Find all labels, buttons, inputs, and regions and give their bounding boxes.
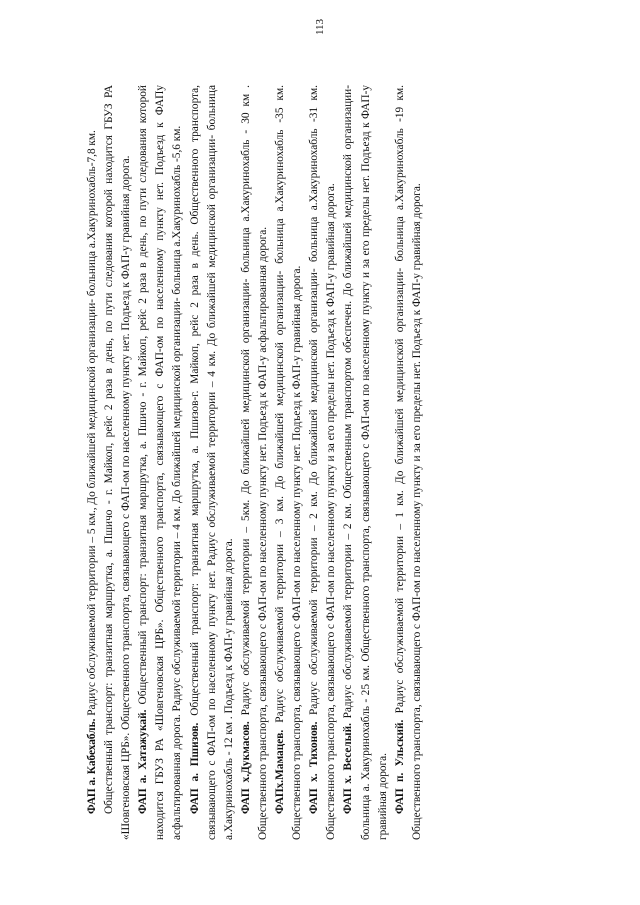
paragraph-kabekhabl: ФАП а. Кабехабль. Радиус обслуживаемой территории – 5 км., До ближайшей медицинской организации- больница а.Хакуринохабль-7,8 км. (86, 130, 98, 814)
page-number-text: 113 (314, 18, 326, 36)
paragraph-khatazhukay: ФАП а. Хатажукай. Общественный транспорт: транзитная маршрутка, а. Пшичо - г. Майкоп, рейс 2 раза в день, по пути следования которой находится ГБУЗ РА «Шовгеновская ЦРБ». Общественного транспорта, связывающего с ФАП-ом по населенному пункту нет. Подъезд к ФАПу асфальтированная дорога. Радиус обслуживаемой территории – 4 км. До ближайшей медицинской организации- больница а.Хакуринохабль -5,6 км. (137, 85, 184, 840)
paragraph-pshizov: ФАП а. Пшизов. Общественный транспорт: транзитная маршрутка, а. Пшизов-г. Майкоп, рейс 2 раза в день. Общественного транспорта, связывающего с ФАП-ом по населенному пункту нет. Радиус обслуживаемой территории – 4 км. До ближайшей медицинской организации- больница а.Хакуринохабль - 12 км . Подъезд к ФАП-у гравийная дорога. (188, 85, 235, 840)
paragraph-dukmasov: ФАП х.Дукмасов. Радиус обслуживаемой территории – 5км. До ближайшей медицинской организации- больница а.Хакуринохабль - 30 км . Общественного транспорта, связывающего с ФАП-ом по населенному пункту нет. Подъезд к ФАП-у асфальтированная дорога. (239, 85, 269, 840)
paragraph-vesely: ФАП х. Веселый. Радиус обслуживаемой территории – 2 км. Общественным транспортом обеспечен. До ближайшей медицинской организации- больница а. Хакуринохабль - 25 км. Общественного транспорта, связывающего с ФАП-ом по населенному пункту и за его пределы нет. Подъезд к ФАП-у гравийная дорога. (342, 85, 389, 840)
page-number (300, 12, 340, 42)
paragraph-tikhonov: ФАП х. Тихонов. Радиус обслуживаемой территории – 2 км. До ближайшей медицинской организации- больница а.Хакуринохабль -31 км. Общественного транспорта, связывающего с ФАП-ом по населенному пункту и за его пределы нет. Подъезд к ФАП-у гравийная дорога. (308, 85, 338, 840)
document-body (84, 85, 546, 840)
paragraph-transport: Общественный транспорт: транзитная маршрутка, а. Пшичо - г. Майкоп, рейс 2 раза в день, по пути следования которой находится ГБУЗ РА «Шовгеновская ЦРБ». Общественного транспорта, связывающего с ФАП-ом по населенному пункту нет. Подъезд к ФАП-у гравийная дорога. (103, 85, 133, 840)
paragraph-mamatsev: ФАПх.Мамацев. Радиус обслуживаемой территории – 3 км. До ближайшей медицинской организации- больница а.Хакуринохабль -35 км. Общественного транспорта, связывающего с ФАП-ом по населенному пункту нет. Подъезд к ФАП-у гравийная дорога. (274, 85, 304, 840)
paragraph-ulsky: ФАП п. Ульский. Радиус обслуживаемой территории – 1 км. До ближайшей медицинской организации- больница а.Хакуринохабль -19 км. Общественного транспорта, связывающего с ФАП-ом по населенному пункту и за его пределы нет. Подъезд к ФАП-у гравийная дорога. (393, 85, 423, 840)
